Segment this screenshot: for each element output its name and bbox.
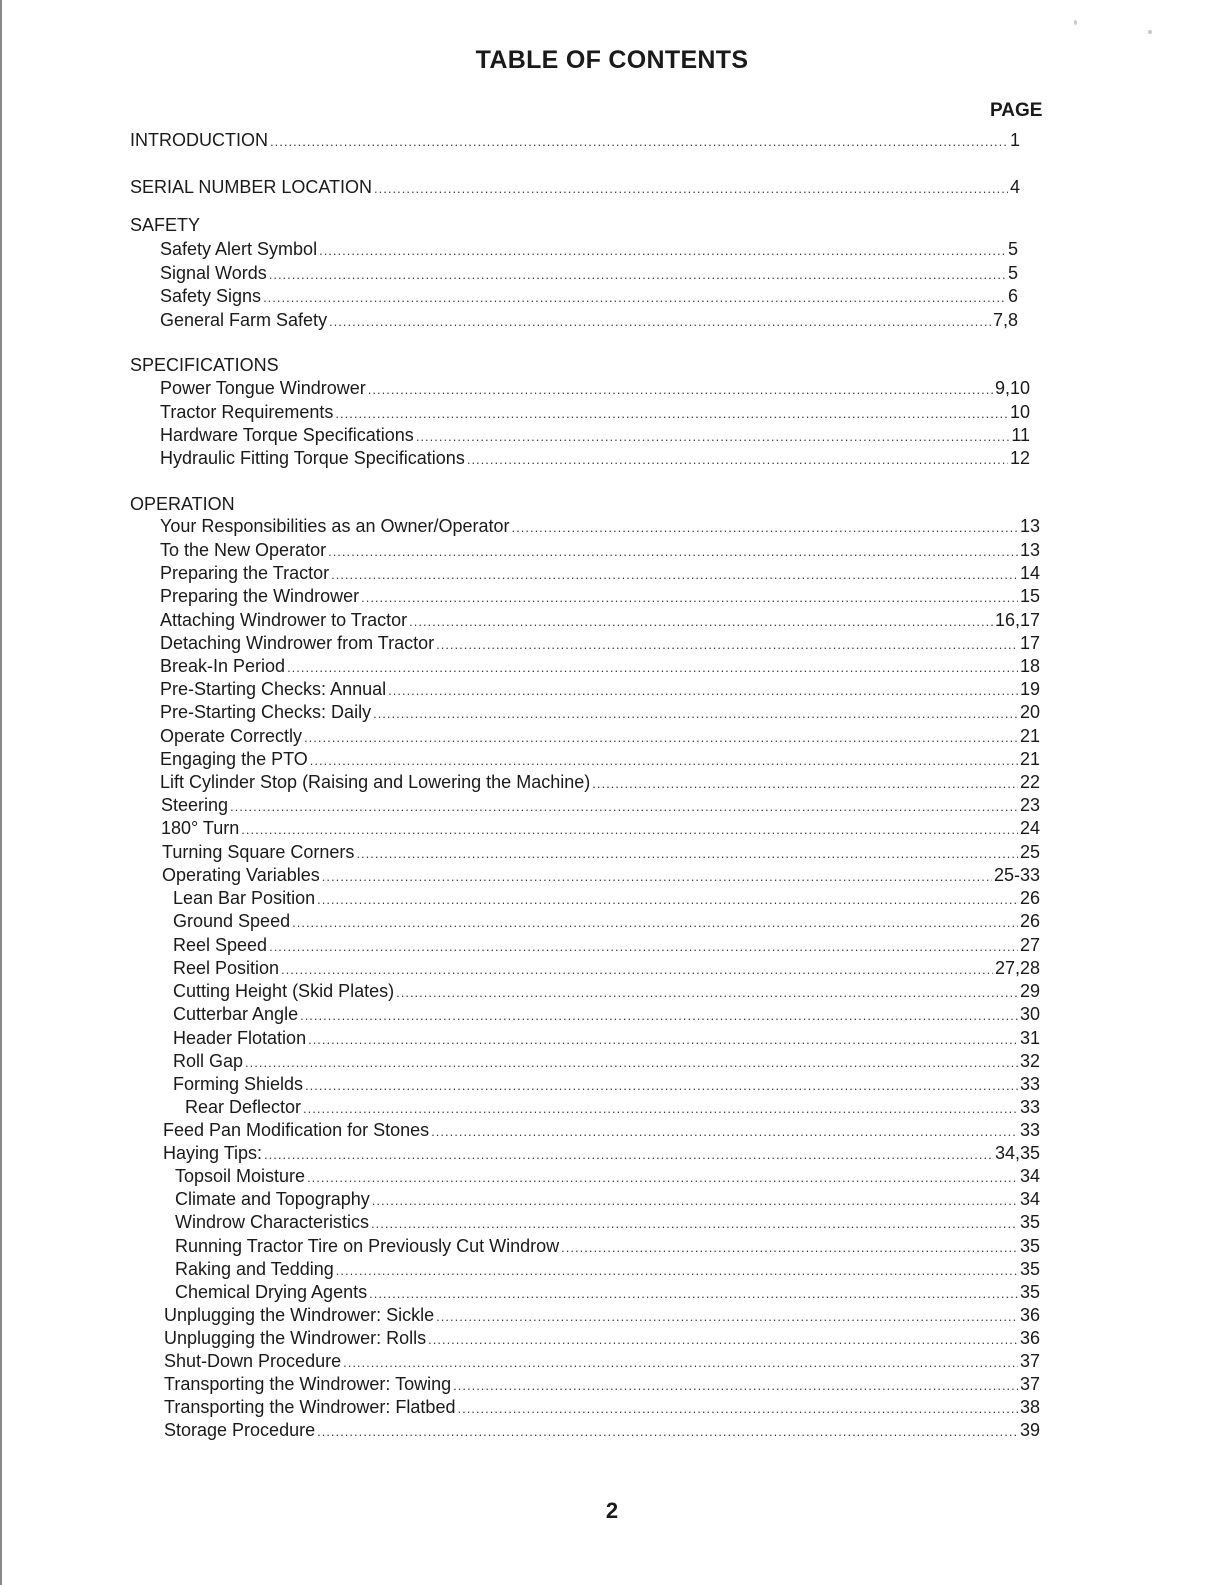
toc-entry [160,585,1040,607]
toc-entry [173,887,1040,909]
section-heading: OPERATION [130,494,235,514]
toc-entry-label: Steering [161,795,229,815]
toc-entry [173,1073,1040,1095]
toc-entry-label: Safety Alert Symbol [160,239,318,259]
toc-entry [164,1304,1040,1326]
toc-entry-label: Cutterbar Angle [173,1004,299,1024]
toc-entry-label: Turning Square Corners [162,842,355,862]
dot-leader [416,426,1010,448]
dot-leader [343,1352,1018,1374]
toc-entry-label: Pre-Starting Checks: Daily [160,702,372,722]
toc-entry [160,262,1018,284]
toc-entry-page: 39 [1019,1420,1040,1440]
toc-entry-label: Lift Cylinder Stop (Raising and Lowering the Machine) [160,772,591,792]
toc-entry-page: 5 [1007,263,1018,283]
toc-entry [173,980,1040,1002]
toc-entry-page: 1 [1009,130,1020,150]
toc-entry [173,910,1040,932]
toc-entry [160,701,1040,723]
toc-entry [130,176,1020,198]
toc-entry-page: 12 [1009,448,1030,468]
toc-entry-page: 34 [1019,1166,1040,1186]
toc-entry-label: Detaching Windrower from Tractor [160,633,435,653]
toc-entry-page: 5 [1007,239,1018,259]
toc-entry-label: Chemical Drying Agents [175,1282,368,1302]
toc-entry-page: 37 [1019,1351,1040,1371]
toc-entry-page: 37 [1019,1374,1040,1394]
dot-leader [329,311,991,333]
toc-entry [160,771,1040,793]
toc-entry-label: To the New Operator [160,540,327,560]
toc-entry-page: 22 [1019,772,1040,792]
dot-leader [388,680,1018,702]
toc-entry [175,1165,1040,1187]
toc-entry [185,1096,1040,1118]
toc-entry-label: Tractor Requirements [160,402,334,422]
dot-leader [369,1283,1018,1305]
dot-leader [361,587,1018,609]
toc-entry-label: Operating Variables [162,865,320,885]
toc-entry-page: 35 [1019,1259,1040,1279]
dot-leader [317,889,1018,911]
toc-entry-label: Signal Words [160,263,267,283]
toc-entry [160,609,1040,631]
dot-leader [356,843,1018,865]
toc-entry [173,1050,1040,1072]
toc-entry [163,1119,1040,1141]
dot-leader [436,634,1018,656]
toc-entry-page: 17 [1019,633,1040,653]
dot-leader [431,1121,1018,1143]
toc-entry-label: Preparing the Tractor [160,563,330,583]
toc-entry-label: Haying Tips: [163,1143,263,1163]
dot-leader [561,1237,1018,1259]
toc-entry-page: 11 [1011,425,1030,445]
toc-entry-page: 19 [1019,679,1040,699]
toc-entry-page: 27 [1019,935,1040,955]
dot-leader [409,611,993,633]
toc-entry-page: 31 [1019,1028,1040,1048]
page-number: 2 [605,1498,619,1523]
toc-entry [160,238,1018,260]
dot-leader [371,1213,1018,1235]
dot-leader [292,912,1018,934]
toc-entry [175,1258,1040,1280]
toc-entry-page: 35 [1019,1236,1040,1256]
toc-entry [160,309,1018,331]
dot-leader [270,131,1008,153]
dot-leader [310,750,1018,772]
toc-entry [160,377,1030,399]
toc-entry [162,841,1040,863]
dot-leader [230,796,1018,818]
toc-entry-label: Pre-Starting Checks: Annual [160,679,387,699]
toc-entry-label: Running Tractor Tire on Previously Cut Windrow [175,1236,560,1256]
toc-entry-label: Unplugging the Windrower: Rolls [164,1328,427,1348]
toc-entry-label: Header Flotation [173,1028,307,1048]
toc-entry-page: 35 [1019,1282,1040,1302]
toc-entry-page: 33 [1019,1120,1040,1140]
toc-entry-page: 38 [1019,1397,1040,1417]
toc-entry-page: 7,8 [992,310,1018,330]
toc-entry [160,401,1030,423]
toc-entry-page: 10 [1009,402,1030,422]
toc-entry-page: 25 [1019,842,1040,862]
dot-leader [372,1190,1018,1212]
toc-entry [160,539,1040,561]
dot-leader [467,449,1008,471]
dot-leader [300,1005,1018,1027]
dot-leader [241,819,1018,841]
toc-entry-label: Engaging the PTO [160,749,308,769]
dot-leader [396,982,1018,1004]
toc-entry-label: General Farm Safety [160,310,328,330]
toc-entry-label: Ground Speed [173,911,291,931]
toc-entry [173,1027,1040,1049]
toc-entry-label: Climate and Topography [175,1189,370,1209]
toc-entry-label: Operate Correctly [160,726,303,746]
dot-leader [307,1167,1018,1189]
toc-entry-label: Hydraulic Fitting Torque Specifications [160,448,465,468]
toc-entry-label: Transporting the Windrower: Towing [164,1374,452,1394]
toc-entry-page: 36 [1019,1305,1040,1325]
toc-entry [160,515,1040,537]
toc-entry [160,725,1040,747]
toc-entry-page: 33 [1019,1097,1040,1117]
toc-entry [175,1235,1040,1257]
toc-entry [160,562,1040,584]
toc-entry [160,678,1040,700]
page-title: TABLE OF CONTENTS [475,46,749,74]
dot-leader [374,178,1008,200]
toc-entry [173,1003,1040,1025]
toc-entry-page: 34 [1019,1189,1040,1209]
toc-entry-page: 26 [1019,911,1040,931]
dot-leader [592,773,1018,795]
dot-leader [308,1029,1018,1051]
toc-entry [160,748,1040,770]
dot-leader [373,703,1018,725]
toc-entry-label: Storage Procedure [164,1420,316,1440]
toc-entry [173,934,1040,956]
dot-leader [269,264,1006,286]
dot-leader [336,1260,1018,1282]
toc-entry [162,864,1040,886]
toc-entry-page: 32 [1019,1051,1040,1071]
toc-entry [164,1350,1040,1372]
toc-entry-label: INTRODUCTION [130,130,268,150]
toc-entry [161,794,1040,816]
dot-leader [328,541,1018,563]
toc-entry-page: 35 [1019,1212,1040,1232]
dot-leader [457,1398,1018,1420]
toc-entry-page: 24 [1019,818,1040,838]
toc-entry [160,285,1018,307]
section-heading: SPECIFICATIONS [130,355,279,375]
toc-entry-label: Windrow Characteristics [175,1212,370,1232]
toc-entry [164,1419,1040,1441]
toc-entry-page: 36 [1019,1328,1040,1348]
toc-entry-label: Shut-Down Procedure [164,1351,342,1371]
toc-entry [173,957,1040,979]
toc-entry [160,447,1030,469]
toc-entry-page: 13 [1019,540,1040,560]
dot-leader [269,936,1018,958]
dot-leader [303,1098,1018,1120]
toc-entry [175,1281,1040,1303]
toc-entry-page: 25-33 [993,865,1040,885]
toc-entry-label: Power Tongue Windrower [160,378,366,398]
dot-leader [263,287,1006,309]
toc-entry-page: 4 [1009,177,1020,197]
dot-leader [264,1144,993,1166]
toc-entry-page: 20 [1019,702,1040,722]
toc-entry-page: 21 [1019,749,1040,769]
toc-entry-label: Safety Signs [160,286,262,306]
toc-entry-label: Unplugging the Windrower: Sickle [164,1305,435,1325]
toc-entry-label: Preparing the Windrower [160,586,360,606]
toc-entry [160,655,1040,677]
dot-leader [304,727,1018,749]
toc-entry-label: Reel Speed [173,935,268,955]
section-heading: SAFETY [130,215,201,235]
toc-entry-label: Break-In Period [160,656,286,676]
toc-entry-label: Feed Pan Modification for Stones [163,1120,430,1140]
toc-entry-label: Cutting Height (Skid Plates) [173,981,395,1001]
toc-entry-page: 23 [1019,795,1040,815]
toc-entry [164,1327,1040,1349]
dot-leader [287,657,1018,679]
toc-entry-label: Transporting the Windrower: Flatbed [164,1397,456,1417]
toc-entry-page: 26 [1019,888,1040,908]
dot-leader [322,866,992,888]
dot-leader [453,1375,1018,1397]
toc-entry-label: Roll Gap [173,1051,244,1071]
toc-entry-page: 14 [1019,563,1040,583]
toc-entry [175,1211,1040,1233]
dot-leader [319,240,1006,262]
dot-leader [245,1052,1018,1074]
dot-leader [317,1421,1018,1443]
toc-entry-label: Raking and Tedding [175,1259,334,1279]
toc-entry-page: 34,35 [994,1143,1040,1163]
toc-entry-page: 9,10 [994,378,1030,398]
toc-entry-label: Reel Position [173,958,280,978]
toc-entry [164,1396,1040,1418]
page-column-header: PAGE [990,100,1043,121]
toc-entry-label: Forming Shields [173,1074,304,1094]
dot-leader [368,379,993,401]
toc-entry-page: 21 [1019,726,1040,746]
toc-entry-label: Attaching Windrower to Tractor [160,610,408,630]
toc-entry-page: 15 [1019,586,1040,606]
dot-leader [281,959,993,981]
dot-leader [436,1306,1018,1328]
toc-entry-label: Topsoil Moisture [175,1166,306,1186]
toc-entry-label: Hardware Torque Specifications [160,425,414,445]
toc-entry [175,1188,1040,1210]
toc-entry-page: 33 [1019,1074,1040,1094]
toc-entry [160,424,1030,446]
toc-entry-page: 16,17 [994,610,1040,630]
toc-entry-page: 6 [1007,286,1018,306]
dot-leader [335,403,1008,425]
toc-entry-label: Lean Bar Position [173,888,316,908]
dot-leader [331,564,1018,586]
toc-entry-page: 29 [1019,981,1040,1001]
toc-entry-label: SERIAL NUMBER LOCATION [130,177,373,197]
toc-entry [130,129,1020,151]
toc-entry-page: 30 [1019,1004,1040,1024]
toc-entry-label: 180° Turn [161,818,240,838]
toc-entry [161,817,1040,839]
toc-entry-label: Rear Deflector [185,1097,302,1117]
toc-entry-page: 13 [1019,516,1040,536]
dot-leader [512,517,1018,539]
toc-entry [160,632,1040,654]
toc-entry-label: Your Responsibilities as an Owner/Operator [160,516,510,536]
toc-entry [164,1373,1040,1395]
toc-entry [163,1142,1040,1164]
dot-leader [305,1075,1018,1097]
toc-entry-page: 27,28 [994,958,1040,978]
dot-leader [428,1329,1018,1351]
toc-entry-page: 18 [1019,656,1040,676]
